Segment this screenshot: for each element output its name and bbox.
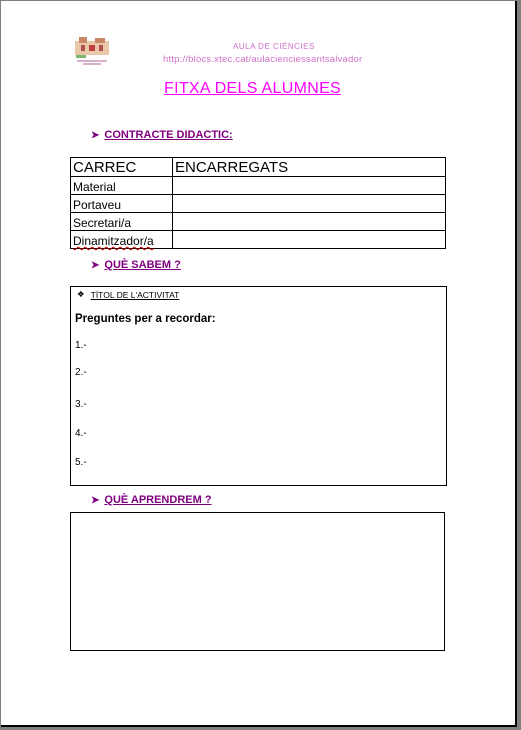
roles-table bbox=[70, 157, 446, 249]
site-url[interactable]: http://blocs.xtec.cat/aulacienciessantsalvador bbox=[163, 54, 363, 65]
header-encarregats: ENCARREGATS bbox=[173, 158, 446, 177]
table-row bbox=[71, 195, 446, 213]
role-assignee[interactable] bbox=[173, 231, 446, 249]
role-name: Material bbox=[71, 177, 173, 195]
learn-answer-box[interactable] bbox=[70, 512, 445, 651]
section-what-we-know-label: QUÈ SABEM ? bbox=[104, 259, 181, 271]
role-assignee[interactable] bbox=[173, 213, 446, 231]
activity-title-text: TÍTOL DE L'ACTIVITAT bbox=[90, 289, 180, 300]
arrow-right-icon: ➤ bbox=[91, 494, 100, 506]
arrow-right-icon: ➤ bbox=[91, 129, 100, 141]
table-header-row bbox=[71, 158, 446, 177]
document-page bbox=[1, 1, 517, 727]
activity-title bbox=[77, 289, 179, 300]
activity-box bbox=[70, 286, 447, 486]
question-item: 4.- bbox=[75, 428, 87, 439]
role-name-text: Dinamitzador/a bbox=[73, 234, 154, 248]
arrow-right-icon: ➤ bbox=[91, 259, 100, 271]
section-what-we-learn bbox=[91, 494, 212, 506]
section-what-we-know bbox=[91, 259, 181, 271]
site-title: AULA DE CIÈNCIES bbox=[233, 42, 315, 51]
question-item: 2.- bbox=[75, 367, 87, 378]
recall-label: Preguntes per a recordar: bbox=[75, 313, 216, 325]
school-logo bbox=[73, 35, 111, 67]
table-row bbox=[71, 177, 446, 195]
role-assignee[interactable] bbox=[173, 177, 446, 195]
section-contract-label: CONTRACTE DIDACTIC: bbox=[104, 129, 233, 141]
role-name: Secretari/a bbox=[71, 213, 173, 231]
section-what-we-learn-label: QUÈ APRENDREM ? bbox=[104, 494, 212, 506]
header-carrec: CARREC bbox=[71, 158, 173, 177]
diamond-bullet-icon: ❖ bbox=[77, 289, 85, 299]
question-item: 3.- bbox=[75, 399, 87, 410]
question-item: 1.- bbox=[75, 340, 87, 351]
role-assignee[interactable] bbox=[173, 195, 446, 213]
role-name: Portaveu bbox=[71, 195, 173, 213]
role-name bbox=[71, 231, 173, 249]
section-contract bbox=[91, 129, 233, 141]
table-row bbox=[71, 231, 446, 249]
table-row bbox=[71, 213, 446, 231]
page-title: FITXA DELS ALUMNES bbox=[164, 80, 342, 97]
question-item: 5.- bbox=[75, 457, 87, 468]
